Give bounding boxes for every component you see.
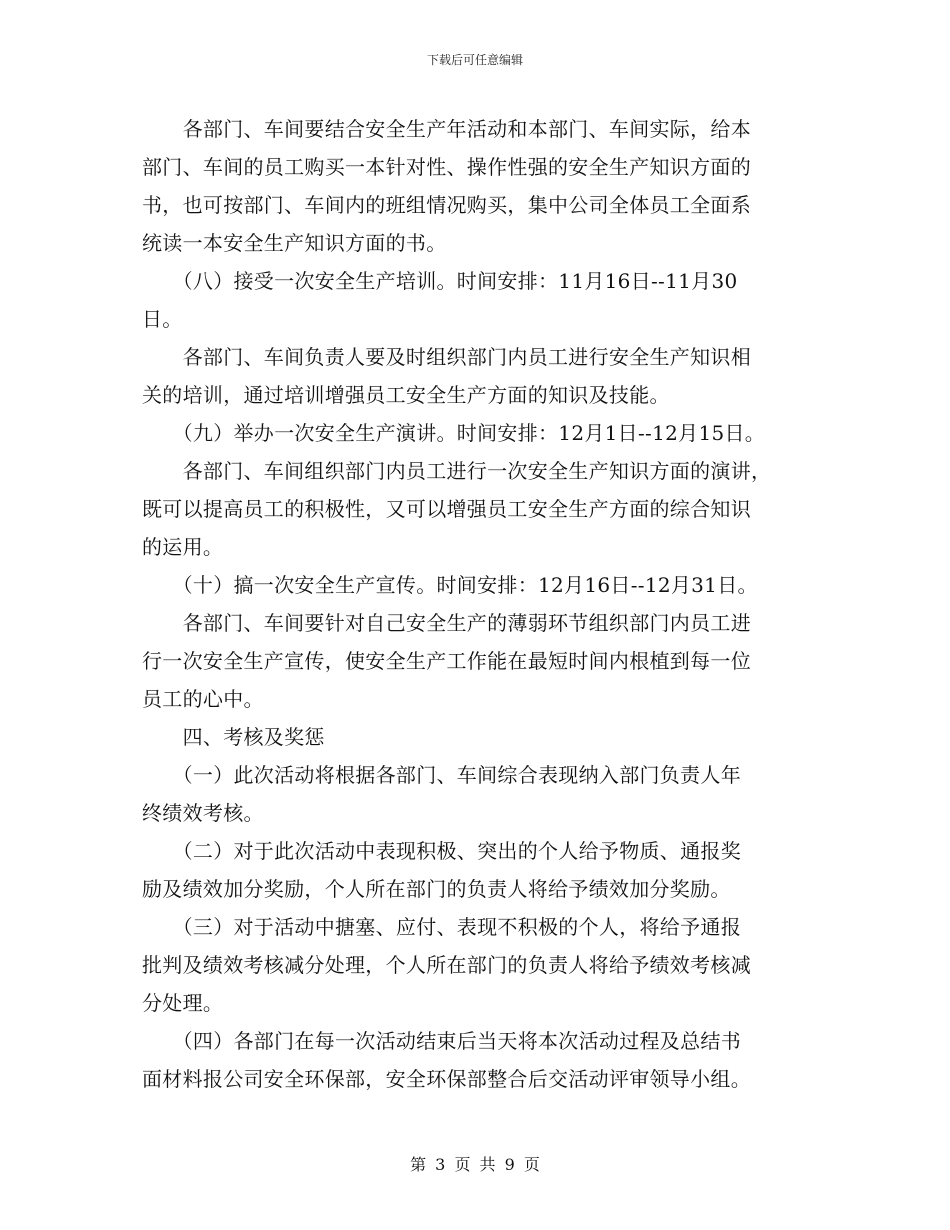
text-line: （九）举办一次安全生产演讲。时间安排：12月1日--12月15日。 <box>142 421 766 445</box>
text-line: 书，也可按部门、车间内的班组情况购买，集中公司全体员工全面系 <box>142 193 751 217</box>
page-number: 第 3 页 共 9 页 <box>410 1155 540 1174</box>
text-line: 分处理。 <box>142 991 224 1015</box>
text-line: 部门、车间的员工购买一本针对性、操作性强的安全生产知识方面的 <box>142 155 751 179</box>
document-body <box>142 110 822 1098</box>
text-line: 日。 <box>142 307 183 331</box>
text-line: （二）对于此次活动中表现积极、突出的个人给予物质、通报奖 <box>142 839 741 863</box>
text-line: （四）各部门在每一次活动结束后当天将本次活动过程及总结书 <box>142 1029 741 1053</box>
text-line: 员工的心中。 <box>142 687 264 711</box>
text-line: 励及绩效加分奖励，个人所在部门的负责人将给予绩效加分奖励。 <box>142 877 731 901</box>
text-line: 各部门、车间组织部门内员工进行一次安全生产知识方面的演讲， <box>142 459 772 483</box>
text-line: （三）对于活动中搪塞、应付、表现不积极的个人，将给予通报 <box>142 915 741 939</box>
text-line: 各部门、车间要针对自己安全生产的薄弱环节组织部门内员工进 <box>142 611 751 635</box>
text-line: 终绩效考核。 <box>142 801 264 825</box>
section-heading: 四、考核及奖惩 <box>142 725 325 749</box>
text-line: 行一次安全生产宣传，使安全生产工作能在最短时间内根植到每一位 <box>142 649 751 673</box>
text-line: 各部门、车间负责人要及时组织部门内员工进行安全生产知识相 <box>142 345 751 369</box>
text-line: （一）此次活动将根据各部门、车间综合表现纳入部门负责人年 <box>142 763 741 787</box>
text-line: 既可以提高员工的积极性，又可以增强员工安全生产方面的综合知识 <box>142 497 751 521</box>
text-line: （八）接受一次安全生产培训。时间安排：11月16日--11月30 <box>142 269 738 293</box>
text-line: 批判及绩效考核减分处理，个人所在部门的负责人将给予绩效考核减 <box>142 953 751 977</box>
text-line: （十）搞一次安全生产宣传。时间安排：12月16日--12月31日。 <box>142 573 758 597</box>
text-line: 关的培训，通过培训增强员工安全生产方面的知识及技能。 <box>142 383 670 407</box>
text-line: 各部门、车间要结合安全生产年活动和本部门、车间实际，给本 <box>142 117 751 141</box>
text-line: 面材料报公司安全环保部，安全环保部整合后交活动评审领导小组。 <box>142 1067 751 1091</box>
text-line: 统读一本安全生产知识方面的书。 <box>142 231 447 255</box>
page-header: 下载后可任意编辑 <box>426 53 523 67</box>
text-line: 的运用。 <box>142 535 224 559</box>
